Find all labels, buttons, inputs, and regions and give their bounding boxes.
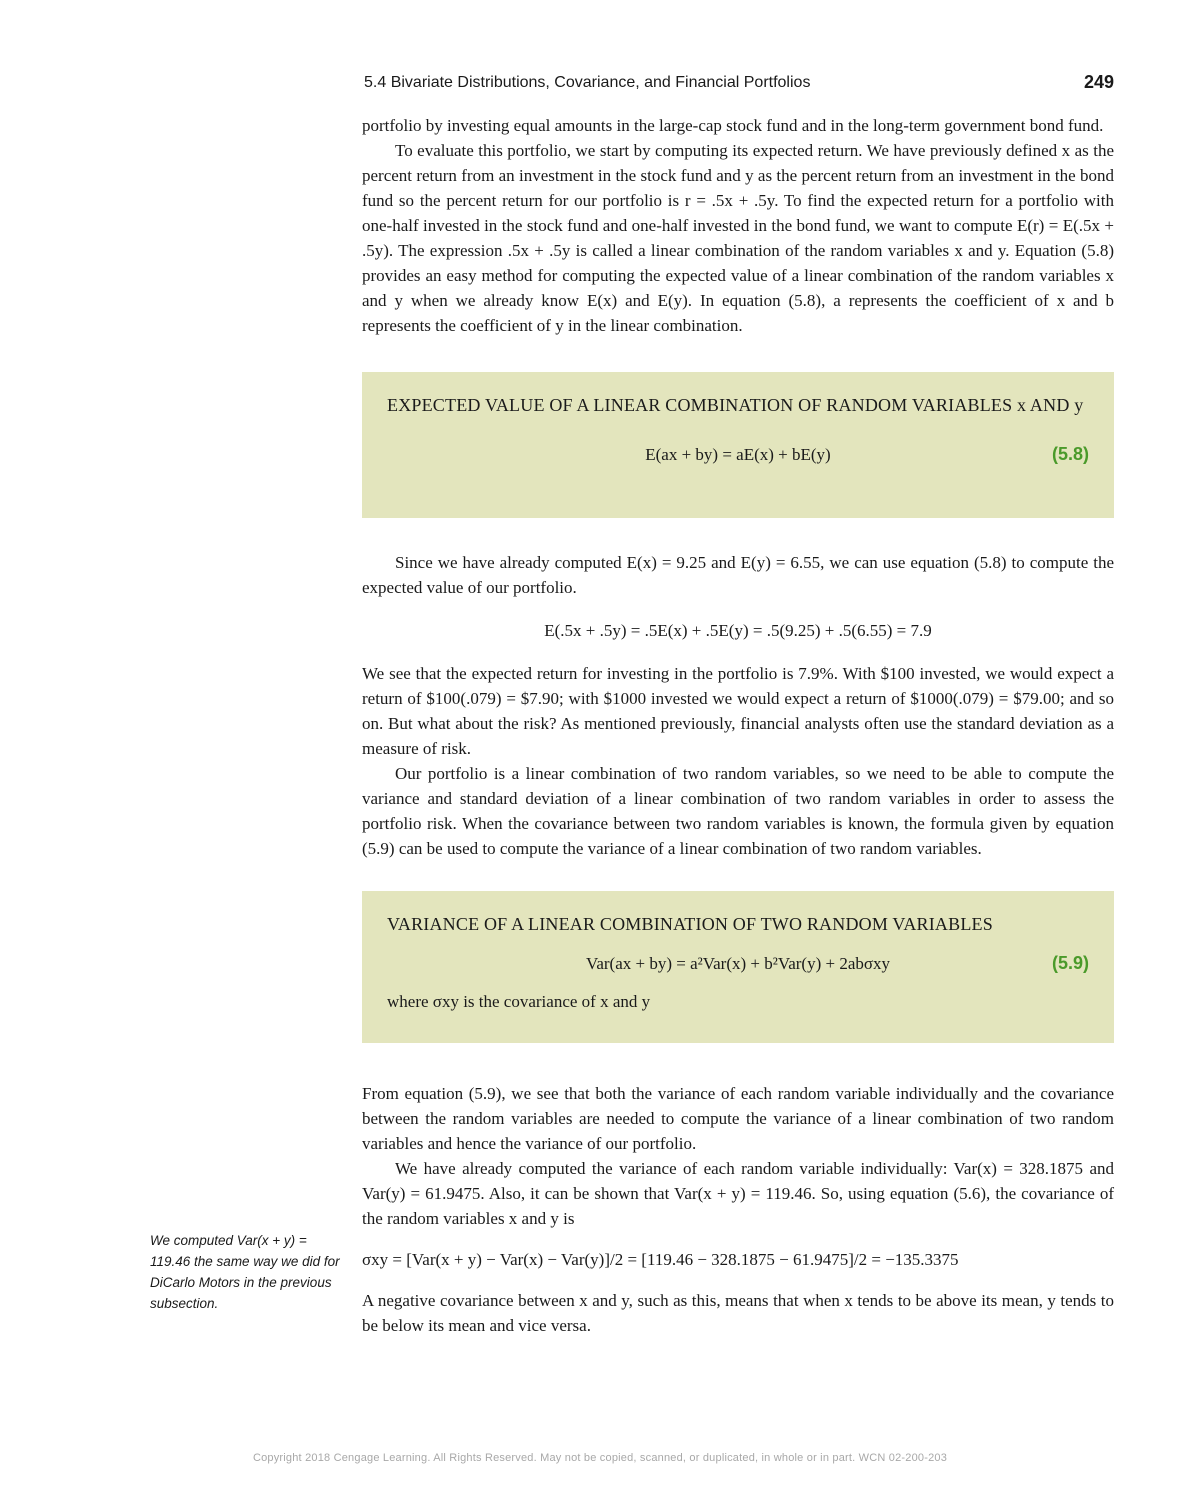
page-body xyxy=(362,113,1114,1338)
definition-box-expected-value xyxy=(362,372,1114,518)
section-title: 5.4 Bivariate Distributions, Covariance, and Financial Portfolios xyxy=(364,74,811,91)
paragraph: Our portfolio is a linear combination of two random variables, so we need to be able to compute the variance and standard deviation of a linear combination of two random variables in order to assess the portfolio risk. When the covariance between two random variables is known, the formula given by equation (5.9) can be used to compute the variance of a linear combination of two random variables. xyxy=(362,764,1114,858)
paragraph: We see that the expected return for investing in the portfolio is 7.9%. With $100 invested, we would expect a return of $100(.079) = $7.90; with $1000 invested we would expect a return of $1000(.079) = $79.00; and so on. But what about the risk? As mentioned previously, financial analysts often use the standard deviation as a measure of risk. xyxy=(362,664,1114,758)
paragraph: Since we have already computed E(x) = 9.25 and E(y) = 6.55, we can use equation (5.8) to compute the expected value of our portfolio. xyxy=(362,553,1114,597)
page-number: 249 xyxy=(1083,72,1114,92)
equation-row xyxy=(387,949,1089,979)
equation-number: (5.9) xyxy=(1051,953,1089,973)
equation: Var(ax + by) = a²Var(x) + b²Var(y) + 2abσxy xyxy=(585,954,891,973)
paragraph: From equation (5.9), we see that both the variance of each random variable individually and the covariance between the random variables are needed to compute the variance of a linear combination of two random variables and hence the variance of our portfolio. xyxy=(362,1084,1114,1153)
box-note: where σxy is the covariance of x and y xyxy=(387,992,651,1011)
paragraph: We have already computed the variance of each random variable individually: Var(x) = 328.1875 and Var(y) = 61.9475. Also, it can be shown that Var(x + y) = 119.46. So, using equation (5.6), the covariance of the random variables x and y is xyxy=(362,1159,1114,1228)
paragraph: A negative covariance between x and y, such as this, means that when x tends to be above its mean, y tends to be below its mean and vice versa. xyxy=(362,1291,1114,1335)
equation-number: (5.8) xyxy=(1051,444,1089,464)
paragraph: portfolio by investing equal amounts in the large-cap stock fund and in the long-term government bond fund. xyxy=(362,116,1104,135)
copyright-footer: Copyright 2018 Cengage Learning. All Rights Reserved. May not be copied, scanned, or duplicated, in whole or in part. WCN 02-200-203 xyxy=(252,1452,948,1464)
box-title: EXPECTED VALUE OF A LINEAR COMBINATION OF RANDOM VARIABLES x AND y xyxy=(387,395,1084,415)
equation: E(ax + by) = aE(x) + bE(y) xyxy=(645,445,831,464)
definition-box-variance xyxy=(362,891,1114,1043)
equation-row xyxy=(387,440,1089,470)
margin-note: We computed Var(x + y) = 119.46 the same way we did for DiCarlo Motors in the previous subsection. xyxy=(150,1233,340,1311)
display-equation: σxy = [Var(x + y) − Var(x) − Var(y)]/2 = [119.46 − 328.1875 − 61.9475]/2 = −135.3375 xyxy=(362,1250,959,1269)
box-title: VARIANCE OF A LINEAR COMBINATION OF TWO RANDOM VARIABLES xyxy=(387,914,993,934)
paragraph: To evaluate this portfolio, we start by computing its expected return. We have previously defined x as the percent return from an investment in the stock fund and y as the percent return from an investment in the bond fund so the percent return for our portfolio is r = .5x + .5y. To find the expected return for a portfolio with one-half invested in the stock fund and one-half invested in the bond fund, we want to compute E(r) = E(.5x + .5y). The expression .5x + .5y is called a linear combination of the random variables x and y. Equation (5.8) provides an easy method for computing the expected value of a linear combination of the random variables x and y when we already know E(x) and E(y). In equation (5.8), a represents the coefficient of x and b represents the coefficient of y in the linear combination. xyxy=(362,141,1114,335)
running-header xyxy=(364,72,1114,100)
display-equation: E(.5x + .5y) = .5E(x) + .5E(y) = .5(9.25) + .5(6.55) = 7.9 xyxy=(544,621,932,640)
